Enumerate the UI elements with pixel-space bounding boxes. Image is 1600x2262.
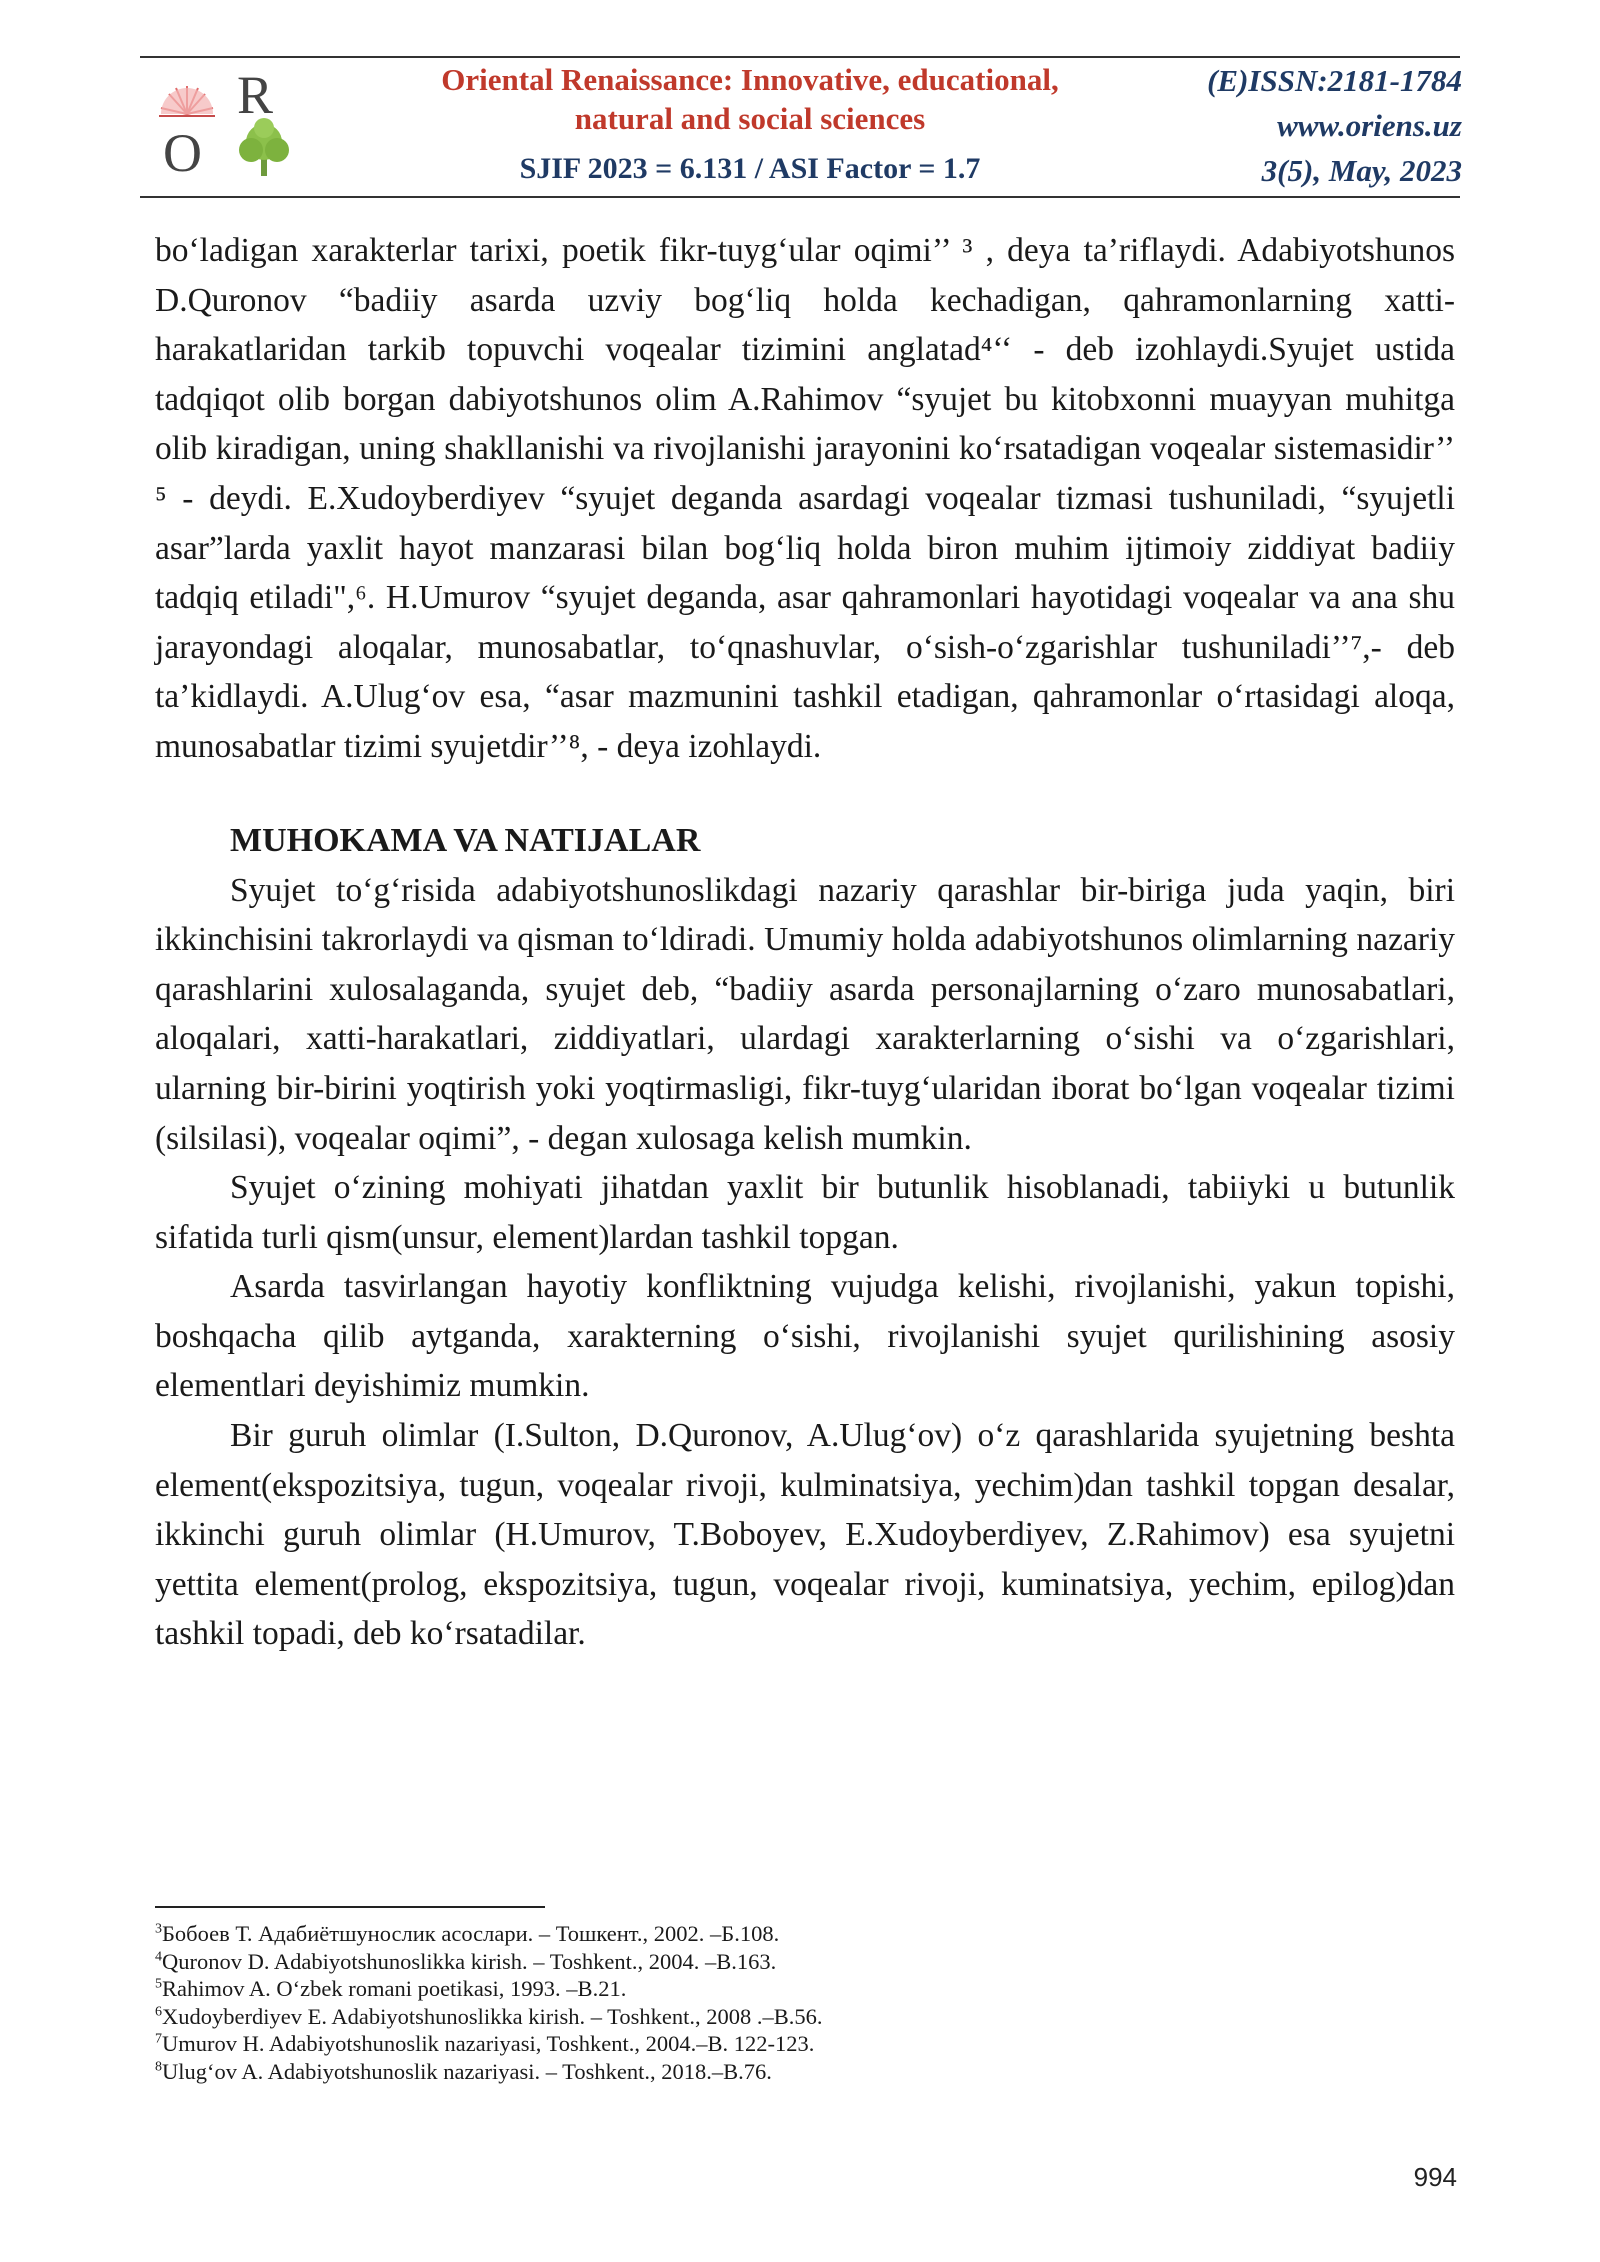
footnote-text: Бобоев Т. Адабиётшунослик асослари. – Тошкент., 2002. –Б.108. [162, 1921, 780, 1946]
footnote-item [155, 1920, 1355, 1948]
paragraph-4: Asarda tasvirlangan hayotiy konfliktning vujudga kelishi, rivojlanishi, yakun topishi, boshqacha qilib aytganda, xarakterning o‘sishi, rivojlanishi syujet qurilishining asosiy elementlari deyishimiz mumkin. [155, 1268, 1455, 1405]
footnote-item [155, 2058, 1355, 2086]
footnotes [155, 1920, 1355, 2086]
paragraph-2: Syujet to‘g‘risida adabiyotshunoslikdagi nazariy qarashlar bir-biriga juda yaqin, biri ikkinchisini takrorlaydi va qisman to‘ldiradi. Umumiy holda adabiyotshunos olimlarning nazariy qarashlarini xulosalaganda, syujet deb, “badiiy asarda personajlarning o‘zaro munosabatlari, aloqalari, xatti-harakatlari, ziddiyatlari, ulardagi xarakterlarning o‘sishi va o‘zgarishlari, ularning bir-birini yoqtirish yoki yoqtirmasligi, fikr-tuyg‘ularidan iborat bo‘lgan voqealar tizimi (silsilasi), voqealar oqimi”, - degan xulosaga kelish mumkin. [155, 871, 1455, 1157]
paragraph-1: bo‘ladigan xarakterlar tarixi, poetik fikr-tuyg‘ular oqimi’’ ³ , deya ta’riflaydi. Adabiyotshunos D.Quronov “badiiy asarda uzviy bog‘liq holda kechadigan, qahramonlarning xatti- harakatlaridan tarkib topuvchi voqealar tizimini anglatad⁴‘‘ - deb izohlaydi.Syujet ustida tadqiqot olib borgan dabiyotshunos olim A.Rahimov “syujet bu kitobxonni muayyan muhitga olib kiradigan, uning shakllanishi va rivojlanishi jarayonini ko‘rsatadigan voqealar sistemasidir’’ ⁵ - deydi. E.Xudoyberdiyev “syujet deganda asardagi voqealar tizmasi tushuniladi, “syujetli asar”larda yaxlit hayot manzarasi bilan bog‘liq holda biron muhim ijtimoiy ziddiyat badiiy tadqiq etiladi",⁶. H.Umurov “syujet deganda, asar qahramonlari hayotidagi voqealar va ana shu jarayondagi aloqalar, munosabatlar, to‘qnashuvlar, o‘sish-o‘zgarishlar tushuniladi’’⁷,- deb ta’kidlaydi. A.Ulug‘ov esa, “asar mazmunini tashkil etadigan, qahramonlar o‘rtasidagi aloqa, munosabatlar tizimi syujetdir’’⁸, - deya izohlaydi. [155, 232, 1455, 765]
logo-letter-r: R [237, 65, 274, 125]
issn: (E)ISSN:2181-1784 [1207, 63, 1462, 98]
page-number: 994 [1413, 2162, 1457, 2192]
footnote-separator [155, 1906, 545, 1908]
paragraph-5: Bir guruh olimlar (I.Sulton, D.Quronov, A.Ulug‘ov) o‘z qarashlarida syujetning beshta element(ekspozitsiya, tugun, voqealar rivoji, kulminatsiya, yechim)dan tashkil topgan desalar, ikkinchi guruh olimlar (H.Umurov, T.Boboyev, E.Xudoyberdiyev, Z.Rahimov) esa syujetni yettita element(prolog, ekspozitsiya, tugun, voqealar rivoji, kuminatsiya, yechim, epilog)dan tashkil topadi, deb ko‘rsatadilar. [155, 1417, 1455, 1653]
footnote-text: Xudoyberdiyev E. Adabiyotshunoslikka kirish. – Toshkent., 2008 .–B.56. [162, 2003, 823, 2029]
footnote-item [155, 1975, 1355, 2003]
footnote-item [155, 1948, 1355, 1976]
journal-title: Oriental Renaissance: Innovative, educational, natural and social sciences [441, 62, 1059, 136]
header-right-block [1102, 58, 1462, 193]
footnote-number: 7 [155, 2031, 162, 2047]
footnote-item [155, 2003, 1355, 2031]
header-bottom-rule [140, 196, 1460, 198]
issue-info: 3(5), May, 2023 [1261, 153, 1462, 188]
footnote-number: 5 [155, 1976, 162, 1992]
footnote-item [155, 2030, 1355, 2058]
footnote-text: Umurov H. Adabiyotshunoslik nazariyasi, Toshkent., 2004.–B. 122-123. [162, 2031, 815, 2057]
journal-metrics: SJIF 2023 = 6.131 / ASI Factor = 1.7 [519, 152, 981, 185]
footnote-text: Quronov D. Adabiyotshunoslikka kirish. – Toshkent., 2004. –B.163. [162, 1948, 777, 1974]
website-link[interactable]: www.oriens.uz [1277, 108, 1462, 143]
footnote-text: Ulug‘ov A. Adabiyotshunoslik nazariyasi. – Toshkent., 2018.–B.76. [162, 2058, 772, 2084]
footnote-number: 3 [155, 1921, 162, 1937]
section-heading: MUHOKAMA VA NATIJALAR [230, 821, 701, 859]
logo-letter-o: O [163, 123, 202, 183]
footnote-number: 8 [155, 2059, 162, 2075]
footnote-number: 6 [155, 2004, 162, 2020]
footnote-text: Rahimov A. O‘zbek romani poetikasi, 1993. –B.21. [162, 1976, 627, 2002]
journal-logo [155, 65, 305, 188]
footnote-number: 4 [155, 1949, 162, 1965]
paragraph-3: Syujet o‘zining mohiyati jihatdan yaxlit bir butunlik hisoblanadi, tabiiyki u butunlik sifatida turli qism(unsur, element)lardan tashkil topgan. [155, 1169, 1455, 1256]
article-body [155, 226, 1455, 1659]
